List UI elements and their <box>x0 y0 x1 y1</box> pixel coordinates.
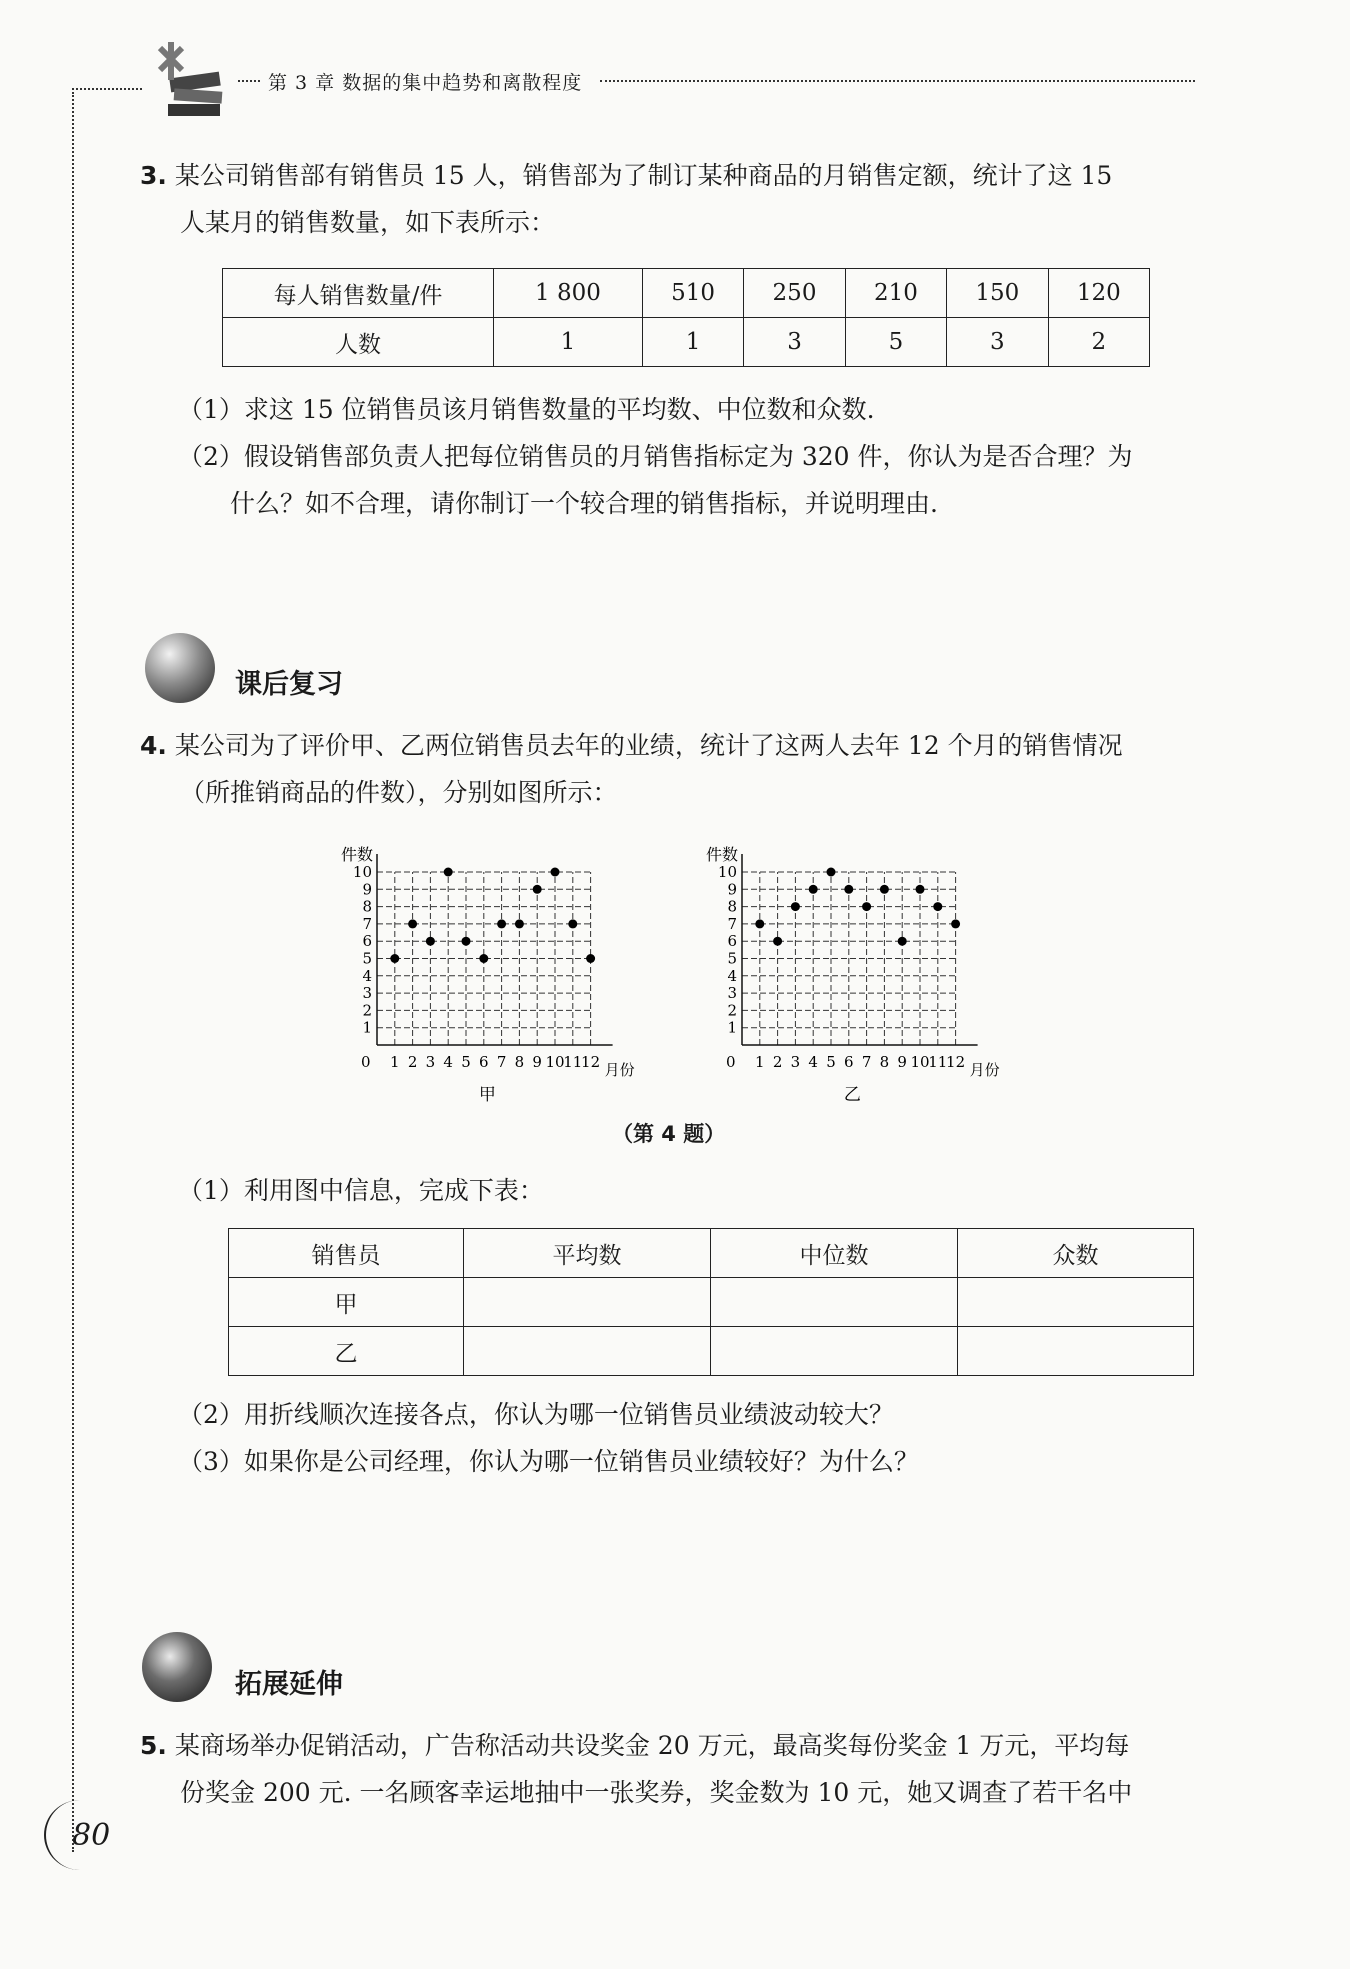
q3-number: 3. <box>140 161 167 190</box>
q3-sub2-line2: 什么？如不合理，请你制订一个较合理的销售指标，并说明理由. <box>230 489 938 518</box>
y-tick-label: 5 <box>362 949 372 968</box>
data-point <box>586 954 595 963</box>
margin-rule <box>72 92 74 1852</box>
chart-yi <box>690 840 1030 1110</box>
data-point <box>479 954 488 963</box>
x-tick-label: 2 <box>407 1053 418 1071</box>
x-tick-label: 4 <box>808 1053 818 1071</box>
x-tick-label: 3 <box>790 1053 801 1071</box>
x-tick-label: 1 <box>390 1053 400 1071</box>
x-tick-label: 8 <box>879 1053 890 1071</box>
q3-sub2-line1: （2）假设销售部负责人把每位销售员的月销售指标定为 320 件，你认为是否合理？为 <box>178 442 1133 471</box>
data-point <box>462 937 471 946</box>
x-tick-label: 10 <box>545 1053 565 1071</box>
answer-cell[interactable] <box>711 1278 958 1327</box>
data-point <box>408 919 417 928</box>
x-axis-label: 月份 <box>604 1061 635 1079</box>
x-tick-label: 3 <box>425 1053 436 1071</box>
chart-jia <box>325 840 665 1110</box>
table-cell: 2 <box>1048 318 1149 367</box>
table-header: 平均数 <box>464 1229 711 1278</box>
table-row-label: 甲 <box>229 1278 464 1327</box>
data-point <box>898 937 907 946</box>
q4-sub3: （3）如果你是公司经理，你认为哪一位销售员业绩较好？为什么？ <box>178 1447 919 1476</box>
answer-cell[interactable] <box>958 1327 1194 1376</box>
header-rule <box>600 80 1195 82</box>
x-tick-label: 5 <box>826 1053 836 1071</box>
table-header: 销售员 <box>229 1229 464 1278</box>
y-axis-label: 件数 <box>706 845 739 864</box>
chart-title: 甲 <box>478 1085 496 1105</box>
x-tick-label: 9 <box>897 1053 907 1071</box>
y-tick-label: 2 <box>362 1001 372 1020</box>
x-tick-label: 2 <box>772 1053 783 1071</box>
answer-cell[interactable] <box>464 1278 711 1327</box>
q5-number: 5. <box>140 1731 167 1760</box>
q4-sub2: （2）用折线顺次连接各点，你认为哪一位销售员业绩波动较大？ <box>178 1400 894 1429</box>
x-tick-label: 6 <box>479 1053 489 1071</box>
header-book-icon <box>140 40 230 125</box>
y-tick-label: 8 <box>727 897 737 916</box>
x-tick-label: 11 <box>928 1053 948 1071</box>
table-header: 众数 <box>958 1229 1194 1278</box>
table-cell: 250 <box>744 269 845 318</box>
y-tick-label: 3 <box>727 984 737 1003</box>
section-network-globe-icon <box>142 1632 212 1702</box>
table-cell: 5 <box>845 318 946 367</box>
y-tick-label: 4 <box>727 966 737 985</box>
x-tick-label: 9 <box>532 1053 542 1071</box>
q4-answer-table <box>228 1228 1194 1376</box>
y-tick-label: 7 <box>362 914 372 933</box>
data-point <box>497 919 506 928</box>
q4-sub1: （1）利用图中信息，完成下表： <box>178 1176 544 1205</box>
table-cell: 150 <box>947 269 1048 318</box>
x-axis-label: 月份 <box>969 1061 1000 1079</box>
section-globe-icon <box>145 633 215 703</box>
table-row-label: 乙 <box>229 1327 464 1376</box>
data-point <box>568 919 577 928</box>
y-tick-label: 4 <box>362 966 372 985</box>
origin-label: 0 <box>361 1053 371 1071</box>
y-tick-label: 9 <box>727 880 737 899</box>
x-tick-label: 4 <box>443 1053 453 1071</box>
data-point <box>515 919 524 928</box>
chapter-header: 第 3 章 数据的集中趋势和离散程度 <box>268 72 583 94</box>
x-tick-label: 5 <box>461 1053 471 1071</box>
data-point <box>773 937 782 946</box>
q3-sub1: （1）求这 15 位销售员该月销售数量的平均数、中位数和众数. <box>178 395 875 424</box>
q4-line2: （所推销商品的件数），分别如图所示： <box>180 778 618 807</box>
data-point <box>809 885 818 894</box>
q3-sales-table <box>222 268 1150 367</box>
table-cell: 3 <box>947 318 1048 367</box>
table-cell: 120 <box>1048 269 1149 318</box>
data-point <box>844 885 853 894</box>
page-number: 80 <box>72 1818 111 1853</box>
table-cell: 1 800 <box>494 269 643 318</box>
data-point <box>951 919 960 928</box>
y-tick-label: 6 <box>362 932 372 951</box>
data-point <box>426 937 435 946</box>
q5-text-1: 某商场举办促销活动，广告称活动共设奖金 20 万元，最高奖每份奖金 1 万元，平均每 <box>174 1731 1130 1760</box>
y-tick-label: 1 <box>362 1018 372 1037</box>
q3-line2: 人某月的销售数量，如下表所示： <box>180 208 556 237</box>
section-review-title: 课后复习 <box>235 669 343 700</box>
x-tick-label: 6 <box>844 1053 854 1071</box>
q4-line1 <box>140 723 1123 769</box>
x-tick-label: 12 <box>581 1053 601 1071</box>
table-header-amount: 每人销售数量/件 <box>223 269 494 318</box>
x-tick-label: 7 <box>861 1053 872 1071</box>
table-cell: 510 <box>642 269 743 318</box>
y-tick-label: 7 <box>727 914 737 933</box>
y-tick-label: 6 <box>727 932 737 951</box>
data-point <box>827 868 836 877</box>
data-point <box>880 885 889 894</box>
table-header: 中位数 <box>711 1229 958 1278</box>
q4-text-1: 某公司为了评价甲、乙两位销售员去年的业绩，统计了这两人去年 12 个月的销售情况 <box>174 731 1123 760</box>
x-tick-label: 10 <box>910 1053 930 1071</box>
data-point <box>444 868 453 877</box>
answer-cell[interactable] <box>958 1278 1194 1327</box>
data-point <box>551 868 560 877</box>
q3-line1 <box>140 153 1112 199</box>
x-tick-label: 8 <box>514 1053 525 1071</box>
table-header-count: 人数 <box>223 318 494 367</box>
data-point <box>533 885 542 894</box>
table-cell: 210 <box>845 269 946 318</box>
x-tick-label: 1 <box>755 1053 765 1071</box>
answer-cell[interactable] <box>711 1327 958 1376</box>
y-tick-label: 2 <box>727 1001 737 1020</box>
chart-title: 乙 <box>843 1085 861 1105</box>
table-cell: 3 <box>744 318 845 367</box>
x-tick-label: 7 <box>496 1053 507 1071</box>
table-cell: 1 <box>642 318 743 367</box>
margin-rule-top <box>72 88 142 90</box>
data-point <box>791 902 800 911</box>
q3-text-1: 某公司销售部有销售员 15 人，销售部为了制订某种商品的月销售定额，统计了这 15 <box>174 161 1113 190</box>
header-dots-left <box>238 80 260 82</box>
x-tick-label: 11 <box>563 1053 583 1071</box>
y-tick-label: 10 <box>717 863 737 881</box>
data-point <box>933 902 942 911</box>
data-point <box>755 919 764 928</box>
section-extension-title: 拓展延伸 <box>235 1669 343 1700</box>
x-tick-label: 12 <box>946 1053 966 1071</box>
q5-line1 <box>140 1723 1129 1769</box>
y-tick-label: 10 <box>352 863 372 881</box>
q4-number: 4. <box>140 731 167 760</box>
answer-cell[interactable] <box>464 1327 711 1376</box>
y-tick-label: 1 <box>727 1018 737 1037</box>
q4-figure-caption: （第 4 题） <box>612 1122 726 1146</box>
data-point <box>862 902 871 911</box>
q5-line2: 份奖金 200 元. 一名顾客幸运地抽中一张奖券，奖金数为 10 元，她又调查了若干名中 <box>180 1778 1133 1807</box>
table-cell: 1 <box>494 318 643 367</box>
y-tick-label: 9 <box>362 880 372 899</box>
y-tick-label: 8 <box>362 897 372 916</box>
y-tick-label: 3 <box>362 984 372 1003</box>
origin-label: 0 <box>726 1053 736 1071</box>
data-point <box>916 885 925 894</box>
y-axis-label: 件数 <box>341 845 374 864</box>
y-tick-label: 5 <box>727 949 737 968</box>
data-point <box>390 954 399 963</box>
